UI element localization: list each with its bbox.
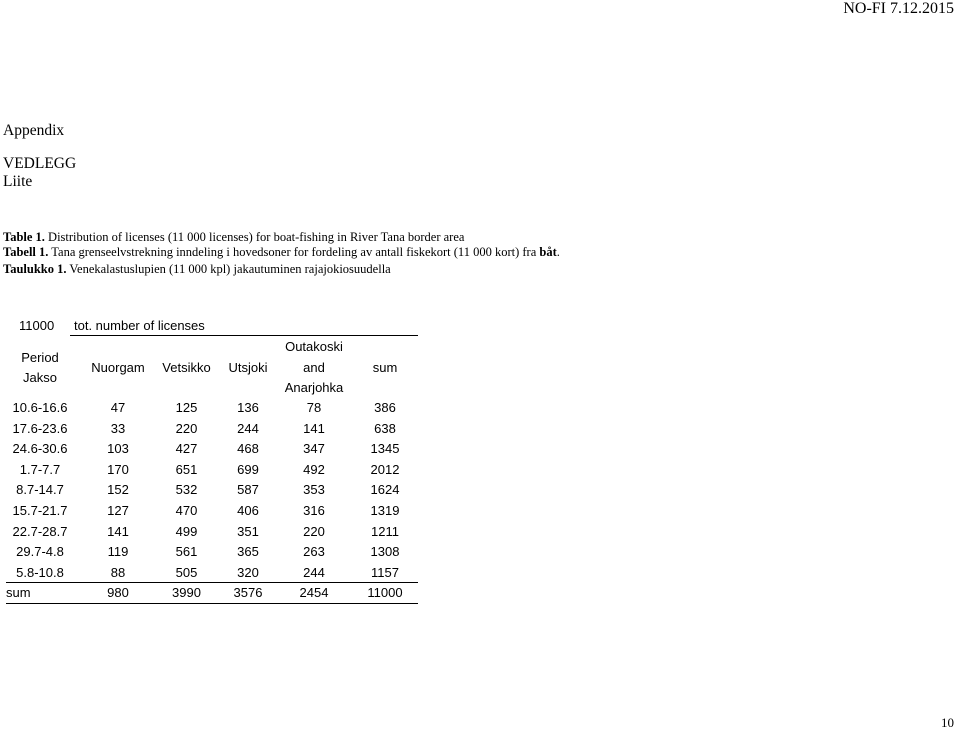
header-vetsikko: Vetsikko — [162, 360, 211, 375]
row-6-sum: 1319 — [370, 503, 400, 518]
row-9-period: 5.8-10.8 — [16, 564, 64, 580]
row-1-outakoski: 78 — [306, 400, 322, 415]
row-1-utsjoki: 136 — [237, 400, 259, 415]
total-rule-bottom — [6, 603, 418, 604]
header-period: Period — [21, 350, 59, 365]
row-1-sum: 386 — [374, 400, 396, 415]
row-2-vetsikko: 220 — [175, 420, 198, 436]
row-8-vetsikko: 561 — [175, 544, 198, 560]
appendix-heading-en: Appendix — [3, 122, 65, 139]
row-6-vetsikko: 470 — [175, 503, 198, 518]
caption-no-end: . — [556, 245, 560, 259]
row-3-outakoski: 347 — [303, 441, 325, 457]
row-6-utsjoki: 406 — [237, 503, 259, 518]
appendix-heading-fi: Liite — [3, 173, 33, 190]
row-5-outakoski: 353 — [303, 482, 325, 498]
caption-en-label: Table 1. — [3, 230, 45, 244]
row-3-nuorgam: 103 — [107, 441, 129, 457]
row-7-sum: 1211 — [371, 523, 399, 539]
row-6-outakoski: 316 — [303, 503, 325, 518]
row-3-period: 24.6-30.6 — [12, 441, 68, 457]
row-5-vetsikko: 532 — [175, 482, 198, 498]
document-code: NO-FI 7.12.2015 — [843, 0, 954, 17]
row-5-period: 8.7-14.7 — [16, 482, 64, 498]
row-4-sum: 2012 — [370, 461, 400, 477]
appendix-heading-no: VEDLEGG — [3, 155, 77, 172]
row-8-nuorgam: 119 — [107, 544, 129, 560]
row-1-nuorgam: 47 — [110, 400, 126, 415]
row-4-outakoski: 492 — [303, 461, 325, 477]
row-8-utsjoki: 365 — [237, 544, 259, 560]
total-utsjoki: 3576 — [233, 585, 263, 600]
caption-no-label: Tabell 1. — [3, 245, 49, 259]
total-outakoski: 2454 — [299, 585, 329, 600]
caption-fi-label: Taulukko 1. — [3, 262, 67, 276]
row-2-outakoski: 141 — [303, 420, 325, 436]
row-1-vetsikko: 125 — [175, 400, 198, 415]
row-9-utsjoki: 320 — [237, 564, 259, 580]
row-9-vetsikko: 505 — [175, 564, 198, 580]
row-7-nuorgam: 141 — [107, 523, 129, 539]
row-4-nuorgam: 170 — [107, 461, 129, 477]
total-rule-top — [6, 582, 418, 583]
header-jakso: Jakso — [23, 370, 57, 385]
row-3-utsjoki: 468 — [237, 441, 259, 457]
row-5-nuorgam: 152 — [107, 482, 129, 498]
row-7-outakoski: 220 — [303, 523, 325, 539]
row-7-vetsikko: 499 — [175, 523, 198, 539]
row-2-period: 17.6-23.6 — [12, 420, 68, 436]
header-utsjoki: Utsjoki — [228, 360, 268, 375]
row-9-outakoski: 244 — [303, 564, 325, 580]
total-nuorgam: 980 — [107, 585, 129, 600]
row-7-utsjoki: 351 — [237, 523, 259, 539]
row-2-sum: 638 — [374, 420, 396, 436]
header-outakoski: Outakoski — [285, 339, 343, 354]
caption-no-bold: båt — [539, 245, 557, 259]
row-3-sum: 1345 — [370, 441, 400, 457]
row-4-vetsikko: 651 — [175, 461, 198, 477]
caption-fi-text: Venekalastuslupien (11 000 kpl) jakautuminen rajajokiosuudella — [66, 262, 391, 276]
row-1-period: 10.6-16.6 — [12, 400, 68, 415]
row-4-utsjoki: 699 — [237, 461, 259, 477]
row-6-nuorgam: 127 — [107, 503, 129, 518]
total-label: sum — [6, 585, 31, 600]
row-8-sum: 1308 — [370, 544, 400, 560]
header-rule — [70, 335, 418, 336]
header-and: and — [303, 360, 325, 375]
row-8-period: 29.7-4.8 — [16, 544, 64, 560]
page-number: 10 — [941, 715, 954, 730]
row-7-period: 22.7-28.7 — [12, 523, 68, 539]
total-vetsikko: 3990 — [172, 585, 201, 600]
row-5-utsjoki: 587 — [237, 482, 259, 498]
row-3-vetsikko: 427 — [175, 441, 198, 457]
row-5-sum: 1624 — [370, 482, 400, 498]
header-anarjohka: Anarjohka — [284, 380, 344, 395]
row-2-nuorgam: 33 — [110, 420, 126, 436]
row-9-sum: 1157 — [371, 564, 399, 580]
header-sum: sum — [372, 360, 398, 375]
caption-en-text: Distribution of licenses (11 000 licenses) for boat-fishing in River Tana border area — [44, 230, 465, 244]
top-total: 11000 — [19, 318, 55, 333]
top-label: tot. number of licenses — [74, 318, 205, 333]
header-nuorgam: Nuorgam — [91, 360, 145, 375]
row-9-nuorgam: 88 — [110, 564, 126, 580]
row-4-period: 1.7-7.7 — [19, 461, 61, 477]
total-sum: 11000 — [367, 585, 403, 600]
row-2-utsjoki: 244 — [237, 420, 259, 436]
row-8-outakoski: 263 — [303, 544, 325, 560]
caption-no-text: Tana grenseelvstrekning inndeling i hovedsoner for fordeling av antall fiskekort (11 000 kort) fra — [48, 245, 540, 259]
row-6-period: 15.7-21.7 — [12, 503, 68, 518]
